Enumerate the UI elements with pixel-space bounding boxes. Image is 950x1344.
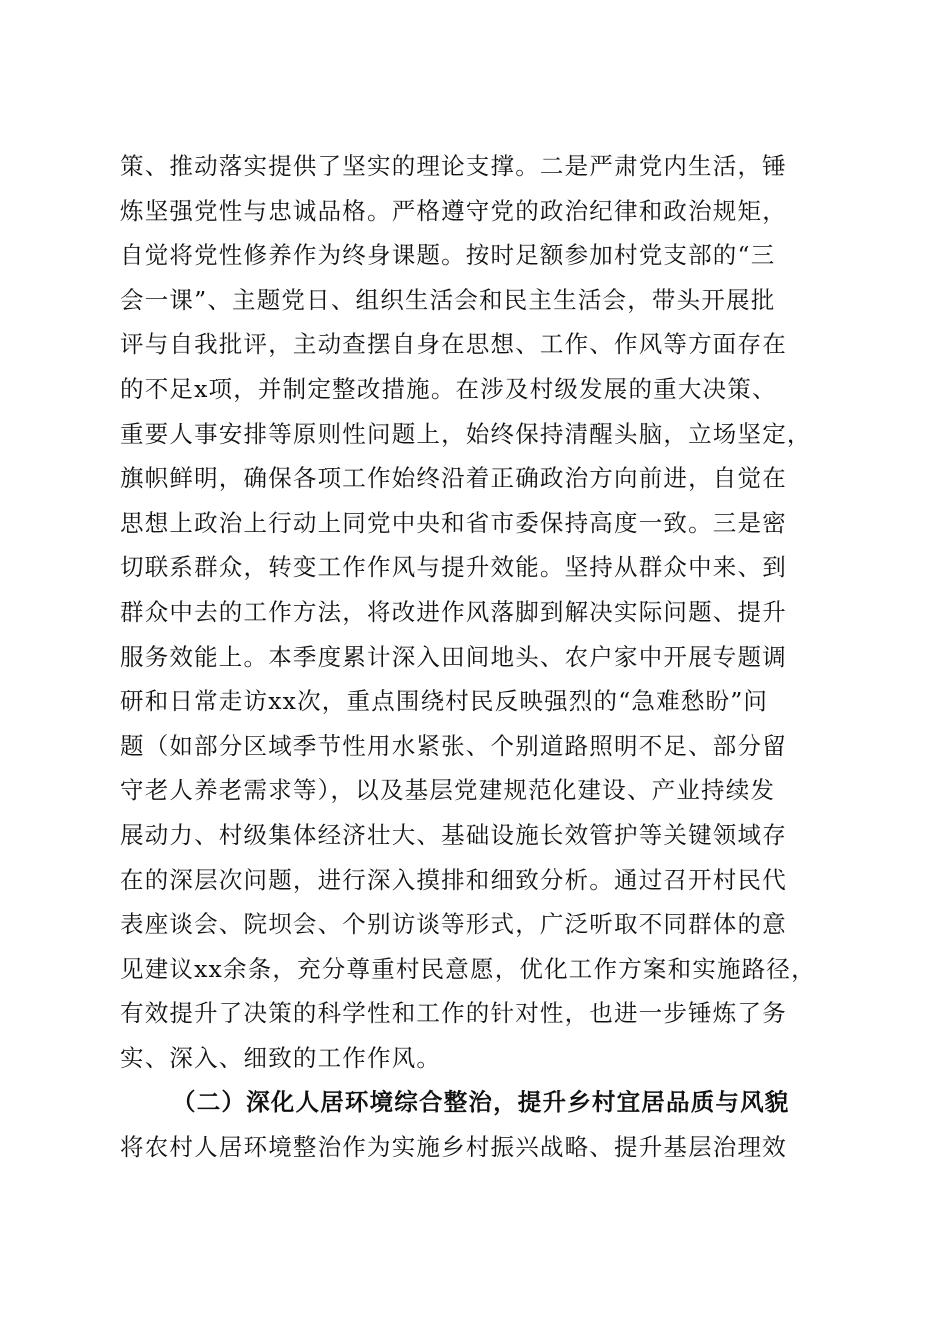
paragraph-line: 切联系群众，转变工作作风与提升效能。坚持从群众中来、到 <box>120 553 787 582</box>
document-body <box>120 144 840 1170</box>
paragraph-line: 重要人事安排等原则性问题上，始终保持清醒头脑，立场坚定， <box>120 419 812 448</box>
paragraph-line: 研和日常走访xx次，重点围绕村民反映强烈的“急难愁盼”问 <box>120 687 769 716</box>
paragraph-line: 的不足x项，并制定整改措施。在涉及村级发展的重大决策、 <box>120 374 777 403</box>
paragraph-line: 评与自我批评，主动查摆自身在思想、工作、作风等方面存在 <box>120 330 787 359</box>
paragraph-line: 展动力、村级集体经济壮大、基础设施长效管护等关键领域存 <box>120 820 787 849</box>
paragraph-line: 有效提升了决策的科学性和工作的针对性，也进一步锤炼了务 <box>120 999 787 1028</box>
paragraph-line: 会一课”、主题党日、组织生活会和民主生活会，带头开展批 <box>120 285 776 314</box>
paragraph-line: 策、推动落实提供了坚实的理论支撑。二是严肃党内生活，锤 <box>120 152 787 180</box>
paragraph-line: 将农村人居环境整治作为实施乡村振兴战略、提升基层治理效 <box>120 1133 787 1162</box>
paragraph-line: 题（如部分区域季节性用水紧张、个别道路照明不足、部分留 <box>120 731 787 760</box>
paragraph-line: 在的深层次问题，进行深入摸排和细致分析。通过召开村民代 <box>120 865 787 894</box>
paragraph-line: 思想上政治上行动上同党中央和省市委保持高度一致。三是密 <box>120 508 787 537</box>
paragraph-line: 群众中去的工作方法，将改进作风落脚到解决实际问题、提升 <box>120 597 787 626</box>
section-heading: （二）深化人居环境综合整治，提升乡村宜居品质与风貌 <box>172 1088 790 1117</box>
paragraph-line: 炼坚强党性与忠诚品格。严格遵守党的政治纪律和政治规矩， <box>120 196 787 225</box>
paragraph-line: 守老人养老需求等），以及基层党建规范化建设、产业持续发 <box>120 776 776 805</box>
paragraph-line: 服务效能上。本季度累计深入田间地头、农户家中开展专题调 <box>120 642 787 671</box>
paragraph-line: 自觉将党性修养作为终身课题。按时足额参加村党支部的“三 <box>120 241 776 270</box>
paragraph-line: 见建议xx余条，充分尊重村民意愿，优化工作方案和实施路径， <box>120 954 816 983</box>
paragraph-line: 旗帜鲜明，确保各项工作始终沿着正确政治方向前进，自觉在 <box>120 464 787 493</box>
paragraph-line: 实、深入、细致的工作作风。 <box>120 1043 442 1072</box>
paragraph-line: 表座谈会、院坝会、个别访谈等形式，广泛听取不同群体的意 <box>120 910 787 939</box>
